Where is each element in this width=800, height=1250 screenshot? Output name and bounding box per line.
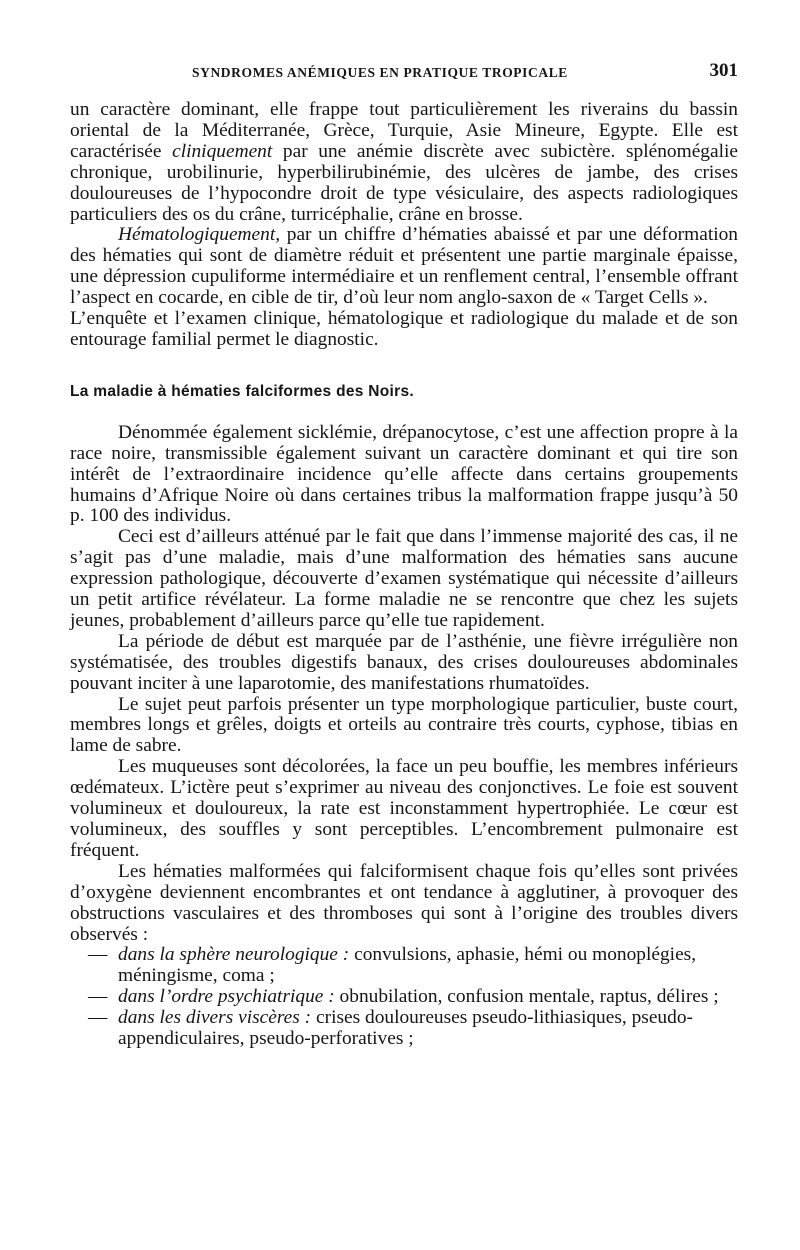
page-number: 301 <box>709 60 738 81</box>
paragraph-8: Les muqueuses sont décolorées, la face un peu bouffie, les membres inférieurs œdémateux. L’ictère peut s’exprimer au niveau des conjonctives. Le foie est souvent volumineux et douloureux, la rate est inconstamment hypertrophiée. Le cœur est volumineux, des souffles y sont perceptibles. L’encombrement pulmonaire est fréquent. <box>70 756 738 861</box>
paragraph-4: Dénommée également sicklémie, drépanocytose, c’est une affection propre à la race noire, transmissible également suivant un caractère dominant et qui tire son intérêt de l’extraordinaire incidence qu’elle affecte dans certains groupements humains d’Afrique Noire où dans certaines tribus la malformation frappe jusqu’à 50 p. 100 des individus. <box>70 421 738 527</box>
body-text <box>70 100 738 1050</box>
list-item-label: dans l’ordre psychiatrique : <box>118 986 335 1008</box>
running-head <box>70 60 738 86</box>
paragraph-1-emphasis: cliniquement <box>172 140 273 162</box>
list-item-neurologique <box>70 945 738 987</box>
list-dash: — <box>88 944 108 966</box>
paragraph-6: La période de début est marquée par de l’asthénie, une fièvre irrégulière non systématisée, des troubles digestifs banaux, des crises douloureuses abdominales pouvant inciter à une laparotomie, des manifestations rhumatoïdes. <box>70 630 738 694</box>
paragraph-2-emphasis: Hématologiquement, <box>118 224 281 246</box>
paragraph-7: Le sujet peut parfois présenter un type morphologique particulier, buste court, membres longs et grêles, doigts et orteils au contraire très courts, cyphose, tibias en lame de sabre. <box>70 693 738 757</box>
paragraph-2-rest: par un chiffre d’hématies abaissé et par une déformation des hématies qui sont de diamètre réduit et présentent une partie marginale épaisse, une dépression cupuliforme intermédiaire et un renflement central, l’ensemble offrant l’aspect en cocarde, en cible de tir, d’où leur nom anglo-saxon de « Target Cells ». <box>70 224 738 309</box>
list-item-label: dans les divers viscères : <box>118 1007 312 1029</box>
list-item-visceres <box>70 1008 738 1050</box>
paragraph-5: Ceci est d’ailleurs atténué par le fait que dans l’immense majorité des cas, il ne s’agit pas d’une maladie, mais d’une malformation des hématies sans aucune expression pathologique, découverte d’examen systématique qui nécessite d’ailleurs un petit artifice révélateur. La forme maladie ne se rencontre que chez les sujets jeunes, probablement d’ailleurs parce qu’elle tue rapidement. <box>70 526 738 631</box>
list-item-text: obnubilation, confusion mentale, raptus, délires ; <box>339 986 719 1008</box>
list-dash: — <box>88 1007 108 1029</box>
list-item-text: crises douloureuses pseudo-lithiasiques, pseudo-appendiculaires, pseudo-perforatives ; <box>118 1007 693 1050</box>
paragraph-1-rest: par une anémie discrète avec subictère. splénomégalie chronique, urobilinurie, hyperbilirubinémie, des ulcères de jambe, des crises douloureuses de l’hypocondre droit de type vésiculaire, des aspects radiologiques particuliers des os du crâne, turricéphalie, crâne en brosse. <box>70 140 738 225</box>
running-title: SYNDROMES ANÉMIQUES EN PRATIQUE TROPICALE <box>192 65 568 80</box>
list-item-label: dans la sphère neurologique : <box>118 944 350 966</box>
paragraph-1 <box>70 100 738 225</box>
list-dash: — <box>88 986 108 1008</box>
paragraph-9: Les hématies malformées qui falciformisent chaque fois qu’elles sont privées d’oxygène deviennent encombrantes et ont tendance à agglutiner, à provoquer des obstructions vasculaires et des thromboses qui sont à l’origine des troubles divers observés : <box>70 860 738 945</box>
list-item-text: convulsions, aphasie, hémi ou monoplégies, méningisme, coma ; <box>118 944 697 987</box>
paragraph-2 <box>70 225 738 309</box>
list-item-psychiatrique <box>70 987 738 1008</box>
section-heading: La maladie à hématies falciformes des Noirs. <box>70 382 415 400</box>
paragraph-1-text: un caractère dominant, elle frappe tout particulièrement les riverains du bassin oriental de la Méditerranée, Grèce, Turquie, Asie Mineure, Egypte. Elle est caractérisée <box>70 99 738 162</box>
paragraph-3: L’enquête et l’examen clinique, hématologique et radiologique du malade et de son entourage familial permet le diagnostic. <box>70 308 738 350</box>
